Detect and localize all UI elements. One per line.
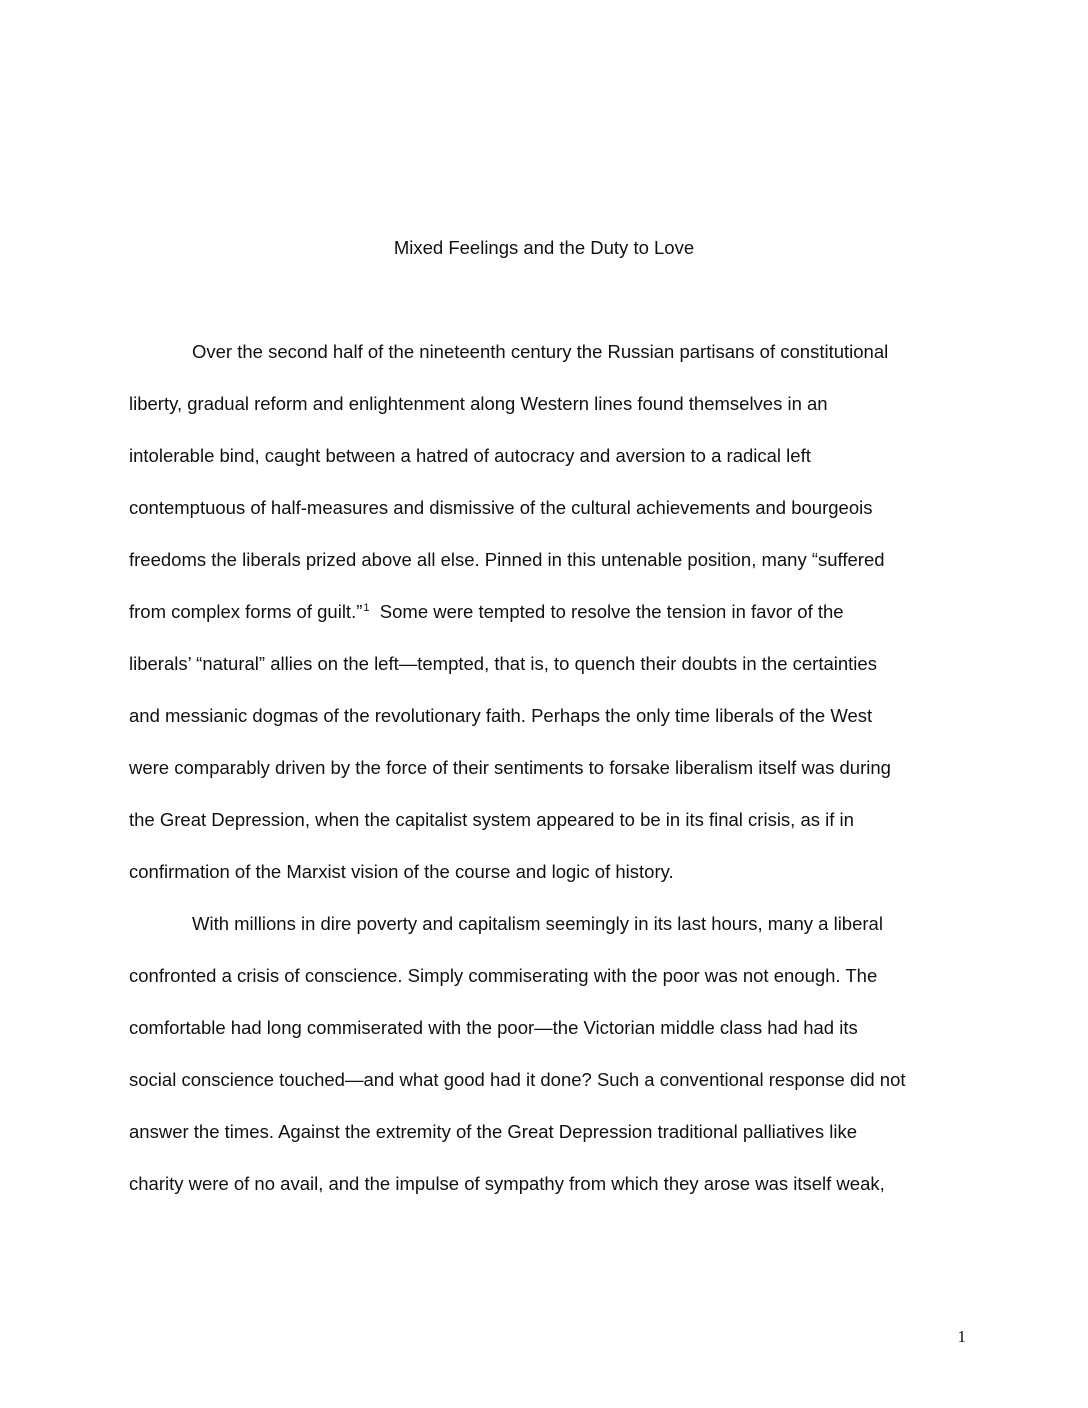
document-title: Mixed Feelings and the Duty to Love bbox=[393, 237, 695, 258]
paragraph-line: answer the times. Against the extremity of the Great Depression traditional palliatives like bbox=[129, 1121, 858, 1142]
paragraph-line-with-footnote bbox=[129, 600, 844, 624]
paragraph-line: intolerable bind, caught between a hatred of autocracy and aversion to a radical left bbox=[129, 445, 811, 466]
paragraph-line: charity were of no avail, and the impulse of sympathy from which they arose was itself weak, bbox=[129, 1173, 885, 1194]
paragraph-line: With millions in dire poverty and capitalism seemingly in its last hours, many a liberal bbox=[192, 913, 883, 934]
paragraph-line: liberals’ “natural” allies on the left—tempted, that is, to quench their doubts in the certainties bbox=[129, 653, 877, 674]
paragraph-line: freedoms the liberals prized above all else. Pinned in this untenable position, many “suffered bbox=[129, 549, 885, 570]
paragraph-line: contemptuous of half-measures and dismissive of the cultural achievements and bourgeois bbox=[129, 497, 873, 518]
paragraph-line: confronted a crisis of conscience. Simply commiserating with the poor was not enough. The bbox=[129, 965, 878, 986]
page-number: 1 bbox=[957, 1327, 966, 1346]
paragraph-line: confirmation of the Marxist vision of the course and logic of history. bbox=[129, 861, 674, 882]
footnote-marker[interactable]: 1 bbox=[363, 602, 370, 614]
paragraph-line: were comparably driven by the force of their sentiments to forsake liberalism itself was during bbox=[129, 757, 891, 778]
paragraph-line: comfortable had long commiserated with the poor—the Victorian middle class had had its bbox=[129, 1017, 858, 1038]
paragraph-line: liberty, gradual reform and enlightenment along Western lines found themselves in an bbox=[129, 393, 828, 414]
paragraph-line: the Great Depression, when the capitalist system appeared to be in its final crisis, as if in bbox=[129, 809, 854, 830]
sentence-text: Some were tempted to resolve the tension in favor of the bbox=[379, 601, 844, 622]
paragraph-line: and messianic dogmas of the revolutionary faith. Perhaps the only time liberals of the West bbox=[129, 705, 873, 726]
paragraph-line: social conscience touched—and what good had it done? Such a conventional response did not bbox=[129, 1069, 906, 1090]
quote-end-text: from complex forms of guilt.” bbox=[129, 601, 363, 622]
paragraph-line: Over the second half of the nineteenth century the Russian partisans of constitutional bbox=[192, 341, 889, 362]
